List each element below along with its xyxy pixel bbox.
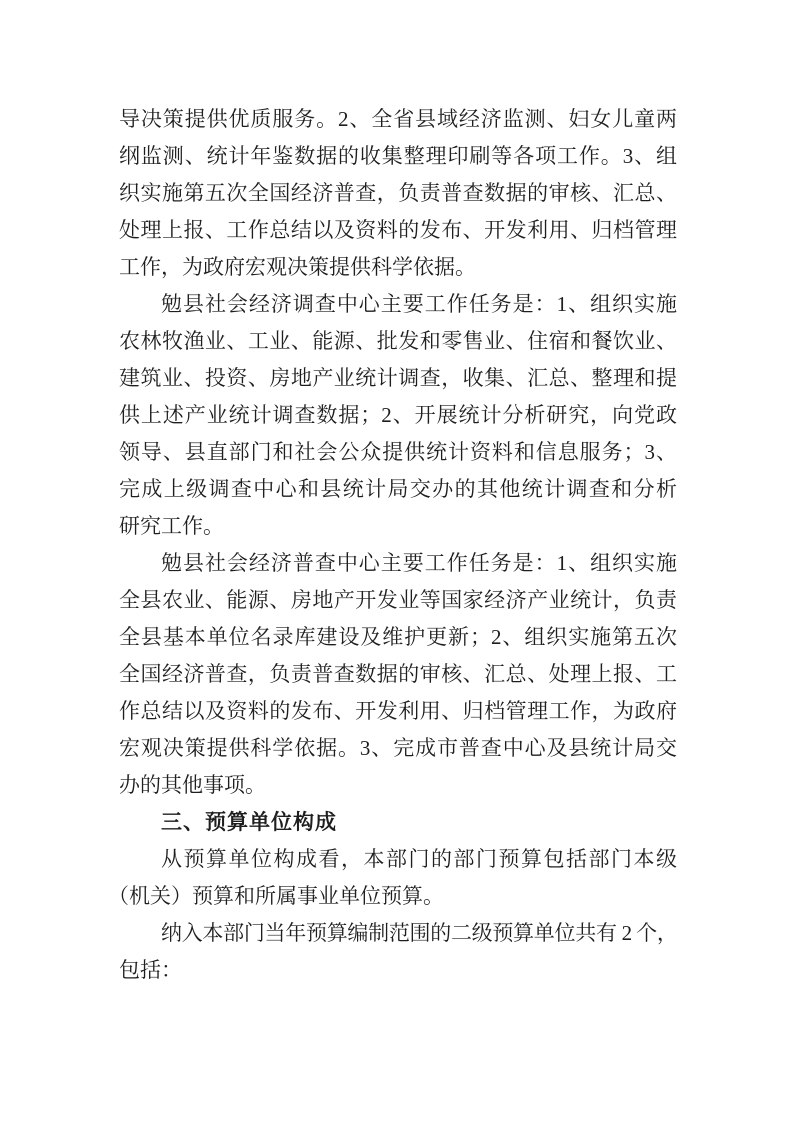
- text-line: 从预算单位构成看，本部门的部门预算包括部门本级: [161, 847, 677, 871]
- text-line: 农林牧渔业、工业、能源、批发和零售业、住宿和餐饮业、: [119, 329, 677, 353]
- text-line: 导决策提供优质服务。2、全省县域经济监测、妇女儿童两: [119, 107, 677, 131]
- text-line: 纲监测、统计年鉴数据的收集整理印刷等各项工作。3、组: [119, 144, 677, 168]
- section-heading: 三、预算单位构成: [161, 810, 337, 834]
- text-line: 全县基本单位名录库建设及维护更新；2、组织实施第五次: [119, 625, 677, 649]
- text-line: （机关）预算和所属事业单位预算。: [108, 884, 444, 908]
- text-line: 纳入本部门当年预算编制范围的二级预算单位共有 2 个，: [161, 921, 677, 945]
- document-content: [108, 101, 677, 989]
- text-line: 勉县社会经济调查中心主要工作任务是：1、组织实施: [161, 292, 677, 316]
- text-line: 包括：: [119, 958, 182, 982]
- text-line: 织实施第五次全国经济普查，负责普查数据的审核、汇总、: [119, 181, 677, 205]
- text-line: 宏观决策提供科学依据。3、完成市普查中心及县统计局交: [119, 736, 677, 760]
- text-line: 完成上级调查中心和县统计局交办的其他统计调查和分析: [119, 477, 677, 501]
- text-line: 办的其他事项。: [119, 773, 266, 797]
- text-line: 领导、县直部门和社会公众提供统计资料和信息服务；3、: [119, 440, 677, 464]
- text-line: 工作，为政府宏观决策提供科学依据。: [119, 255, 476, 279]
- text-line: 建筑业、投资、房地产业统计调查，收集、汇总、整理和提: [119, 366, 677, 390]
- text-line: 勉县社会经济普查中心主要工作任务是：1、组织实施: [161, 551, 677, 575]
- text-line: 作总结以及资料的发布、开发利用、归档管理工作，为政府: [119, 699, 677, 723]
- text-line: 全县农业、能源、房地产开发业等国家经济产业统计，负责: [119, 588, 677, 612]
- text-line: 供上述产业统计调查数据；2、开展统计分析研究，向党政: [119, 403, 677, 427]
- text-line: 全国经济普查，负责普查数据的审核、汇总、处理上报、工: [119, 662, 677, 686]
- text-line: 处理上报、工作总结以及资料的发布、开发利用、归档管理: [119, 218, 677, 242]
- text-line: 研究工作。: [119, 514, 224, 538]
